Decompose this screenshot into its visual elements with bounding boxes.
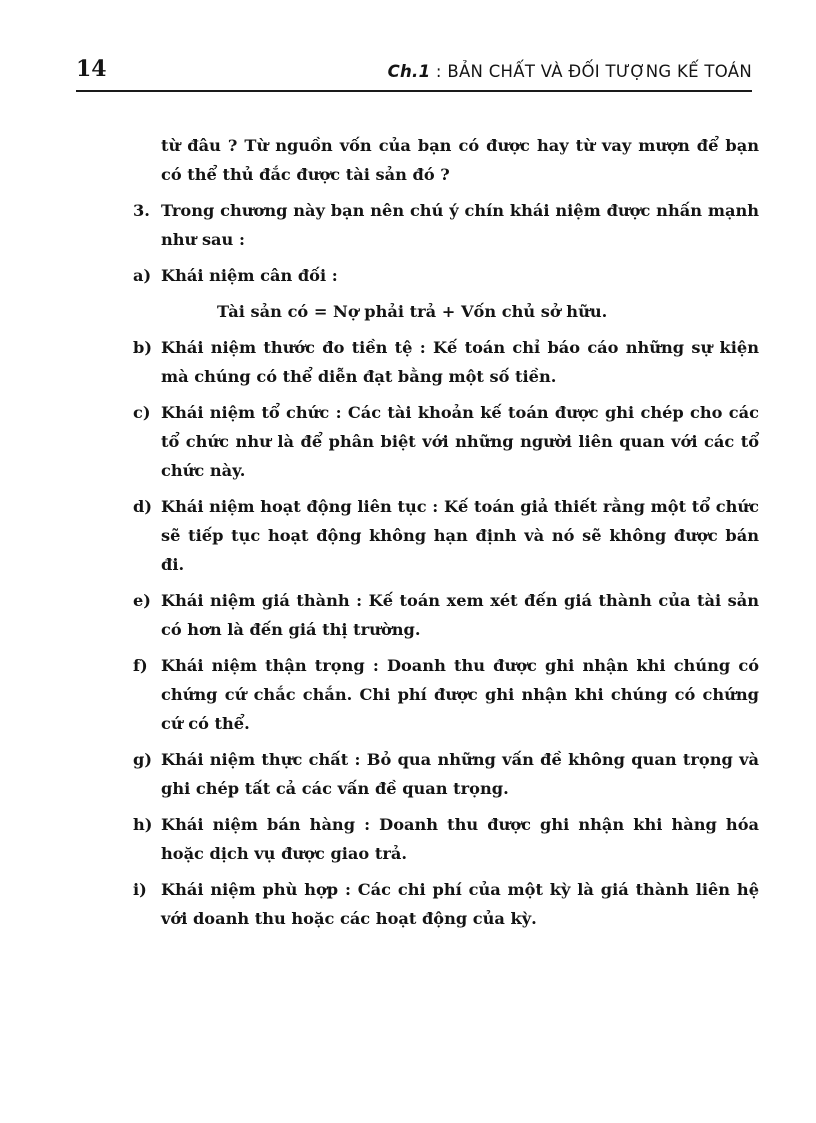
body-text <box>133 131 759 933</box>
page-header <box>76 52 752 92</box>
concept-c <box>133 398 759 485</box>
item-text: Khái niệm bán hàng : Doanh thu được ghi nhận khi hàng hóa hoặc dịch vụ được giao trả. <box>161 815 759 863</box>
item-text: Khái niệm phù hợp : Các chi phí của một kỳ là giá thành liên hệ với doanh thu hoặc các hoạt động của kỳ. <box>161 880 759 928</box>
item-text: Khái niệm hoạt động liên tục : Kế toán giả thiết rằng một tổ chức sẽ tiếp tục hoạt động không hạn định và nó sẽ không được bán đi. <box>161 497 759 574</box>
concept-d <box>133 492 759 579</box>
list-item-3 <box>133 196 759 254</box>
item-marker: i) <box>133 880 147 899</box>
chapter-label: Ch.1 <box>387 62 431 81</box>
item-text: Khái niệm cân đối : <box>161 266 338 285</box>
concept-i <box>133 875 759 933</box>
concept-h <box>133 810 759 868</box>
concept-a <box>133 261 759 290</box>
item-text: Khái niệm thực chất : Bỏ qua những vấn đề không quan trọng và ghi chép tất cả các vấn đề quan trọng. <box>161 750 759 798</box>
item-marker: b) <box>133 338 152 357</box>
concept-f <box>133 651 759 738</box>
item-marker: a) <box>133 266 152 285</box>
item-marker: f) <box>133 656 148 675</box>
item-marker: e) <box>133 591 151 610</box>
item-text: Khái niệm thước đo tiền tệ : Kế toán chỉ báo cáo những sự kiện mà chúng có thể diễn đạt bằng một số tiền. <box>161 338 759 386</box>
item-marker: c) <box>133 403 151 422</box>
concept-g <box>133 745 759 803</box>
item-marker: g) <box>133 750 152 769</box>
running-head <box>388 62 752 81</box>
item-text: Khái niệm giá thành : Kế toán xem xét đến giá thành của tài sản có hơn là đến giá thị trường. <box>161 591 759 639</box>
item-text: Trong chương này bạn nên chú ý chín khái niệm được nhấn mạnh như sau : <box>161 201 759 249</box>
item-text: Khái niệm tổ chức : Các tài khoản kế toán được ghi chép cho các tổ chức như là để phân biệt với những người liên quan với các tổ chức này. <box>161 403 759 480</box>
item-marker: 3. <box>133 201 150 220</box>
concept-e <box>133 586 759 644</box>
accounting-equation: Tài sản có = Nợ phải trả + Vốn chủ sở hữu. <box>217 302 608 321</box>
item-text: Khái niệm thận trọng : Doanh thu được ghi nhận khi chúng có chứng cứ chắc chắn. Chi phí được ghi nhận khi chúng có chứng cứ có thể. <box>161 656 759 733</box>
concept-b <box>133 333 759 391</box>
chapter-title: : BẢN CHẤT VÀ ĐỐI TƯỢNG KẾ TOÁN <box>430 62 752 81</box>
intro-paragraph: từ đâu ? Từ nguồn vốn của bạn có được hay từ vay mượn để bạn có thể thủ đắc được tài sản đó ? <box>161 136 759 184</box>
page-number: 14 <box>76 56 107 82</box>
item-marker: d) <box>133 497 152 516</box>
item-marker: h) <box>133 815 153 834</box>
